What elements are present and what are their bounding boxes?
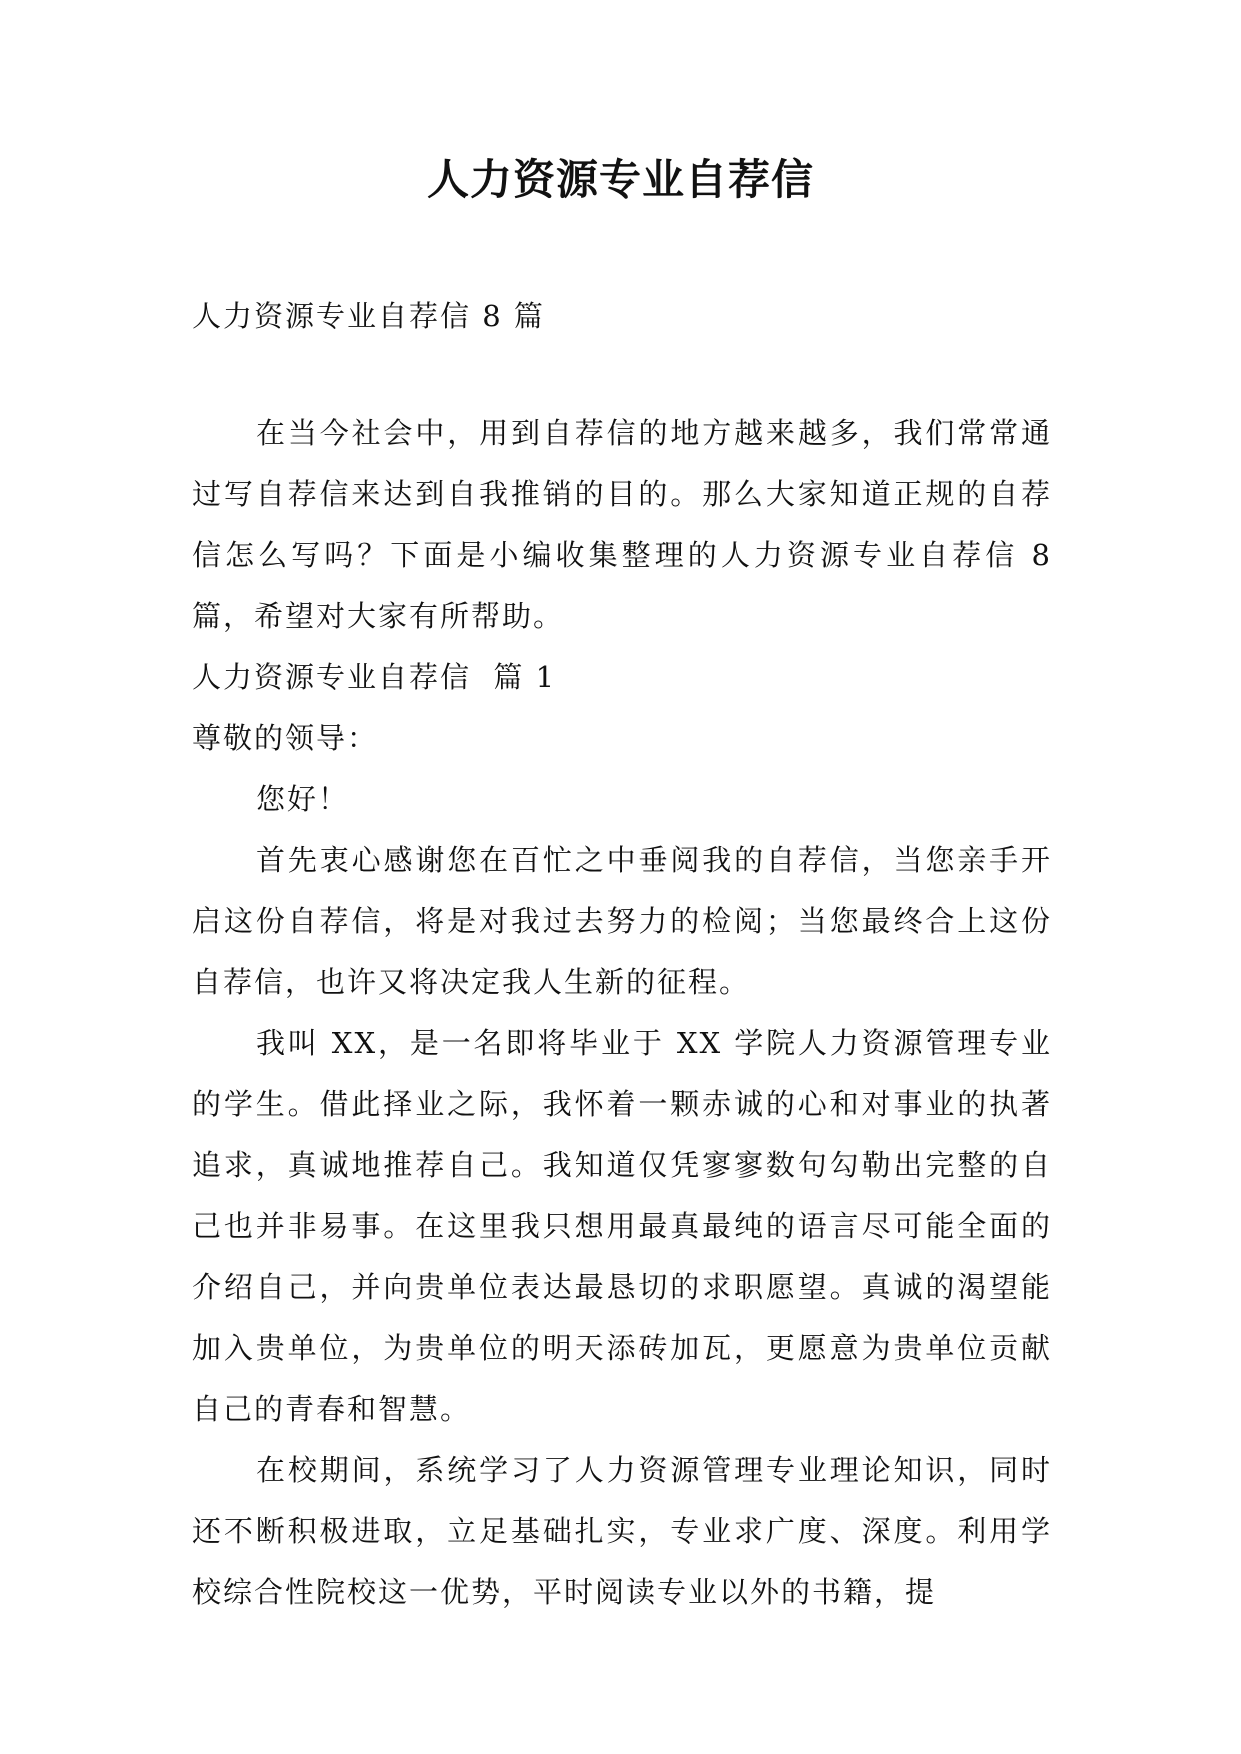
body-paragraph: 在校期间，系统学习了人力资源管理专业理论知识，同时还不断积极进取，立足基础扎实，专业求广度、深度。利用学校综合性院校这一优势，平时阅读专业以外的书籍，提 [192,1453,1052,1609]
section-heading: 人力资源专业自荐信 篇 1 [192,660,557,694]
salutation: 尊敬的领导： [192,721,379,755]
body-paragraph: 首先衷心感谢您在百忙之中垂阅我的自荐信，当您亲手开启这份自荐信，将是对我过去努力的检阅；当您最终合上这份自荐信，也许又将决定我人生新的征程。 [192,843,1052,999]
document-body [192,403,1052,1623]
body-paragraph: 我叫 XX，是一名即将毕业于 XX 学院人力资源管理专业的学生。借此择业之际，我怀着一颗赤诚的心和对事业的执著追求，真诚地推荐自己。我知道仅凭寥寥数句勾勒出完整的自己也并非易事。在这里我只想用最真最纯的语言尽可能全面的介绍自己，并向贵单位表达最恳切的求职愿望。真诚的渴望能加入贵单位，为贵单位的明天添砖加瓦，更愿意为贵单位贡献自己的青春和智慧。 [192,1026,1052,1426]
intro-paragraph: 在当今社会中，用到自荐信的地方越来越多，我们常常通过写自荐信来达到自我推销的目的。那么大家知道正规的自荐信怎么写吗？下面是小编收集整理的人力资源专业自荐信 8 篇，希望对大家有所帮助。 [192,416,1052,633]
document-subtitle: 人力资源专业自荐信 8 篇 [192,299,545,333]
greeting: 您好！ [256,782,350,816]
document-title: 人力资源专业自荐信 [426,155,814,204]
